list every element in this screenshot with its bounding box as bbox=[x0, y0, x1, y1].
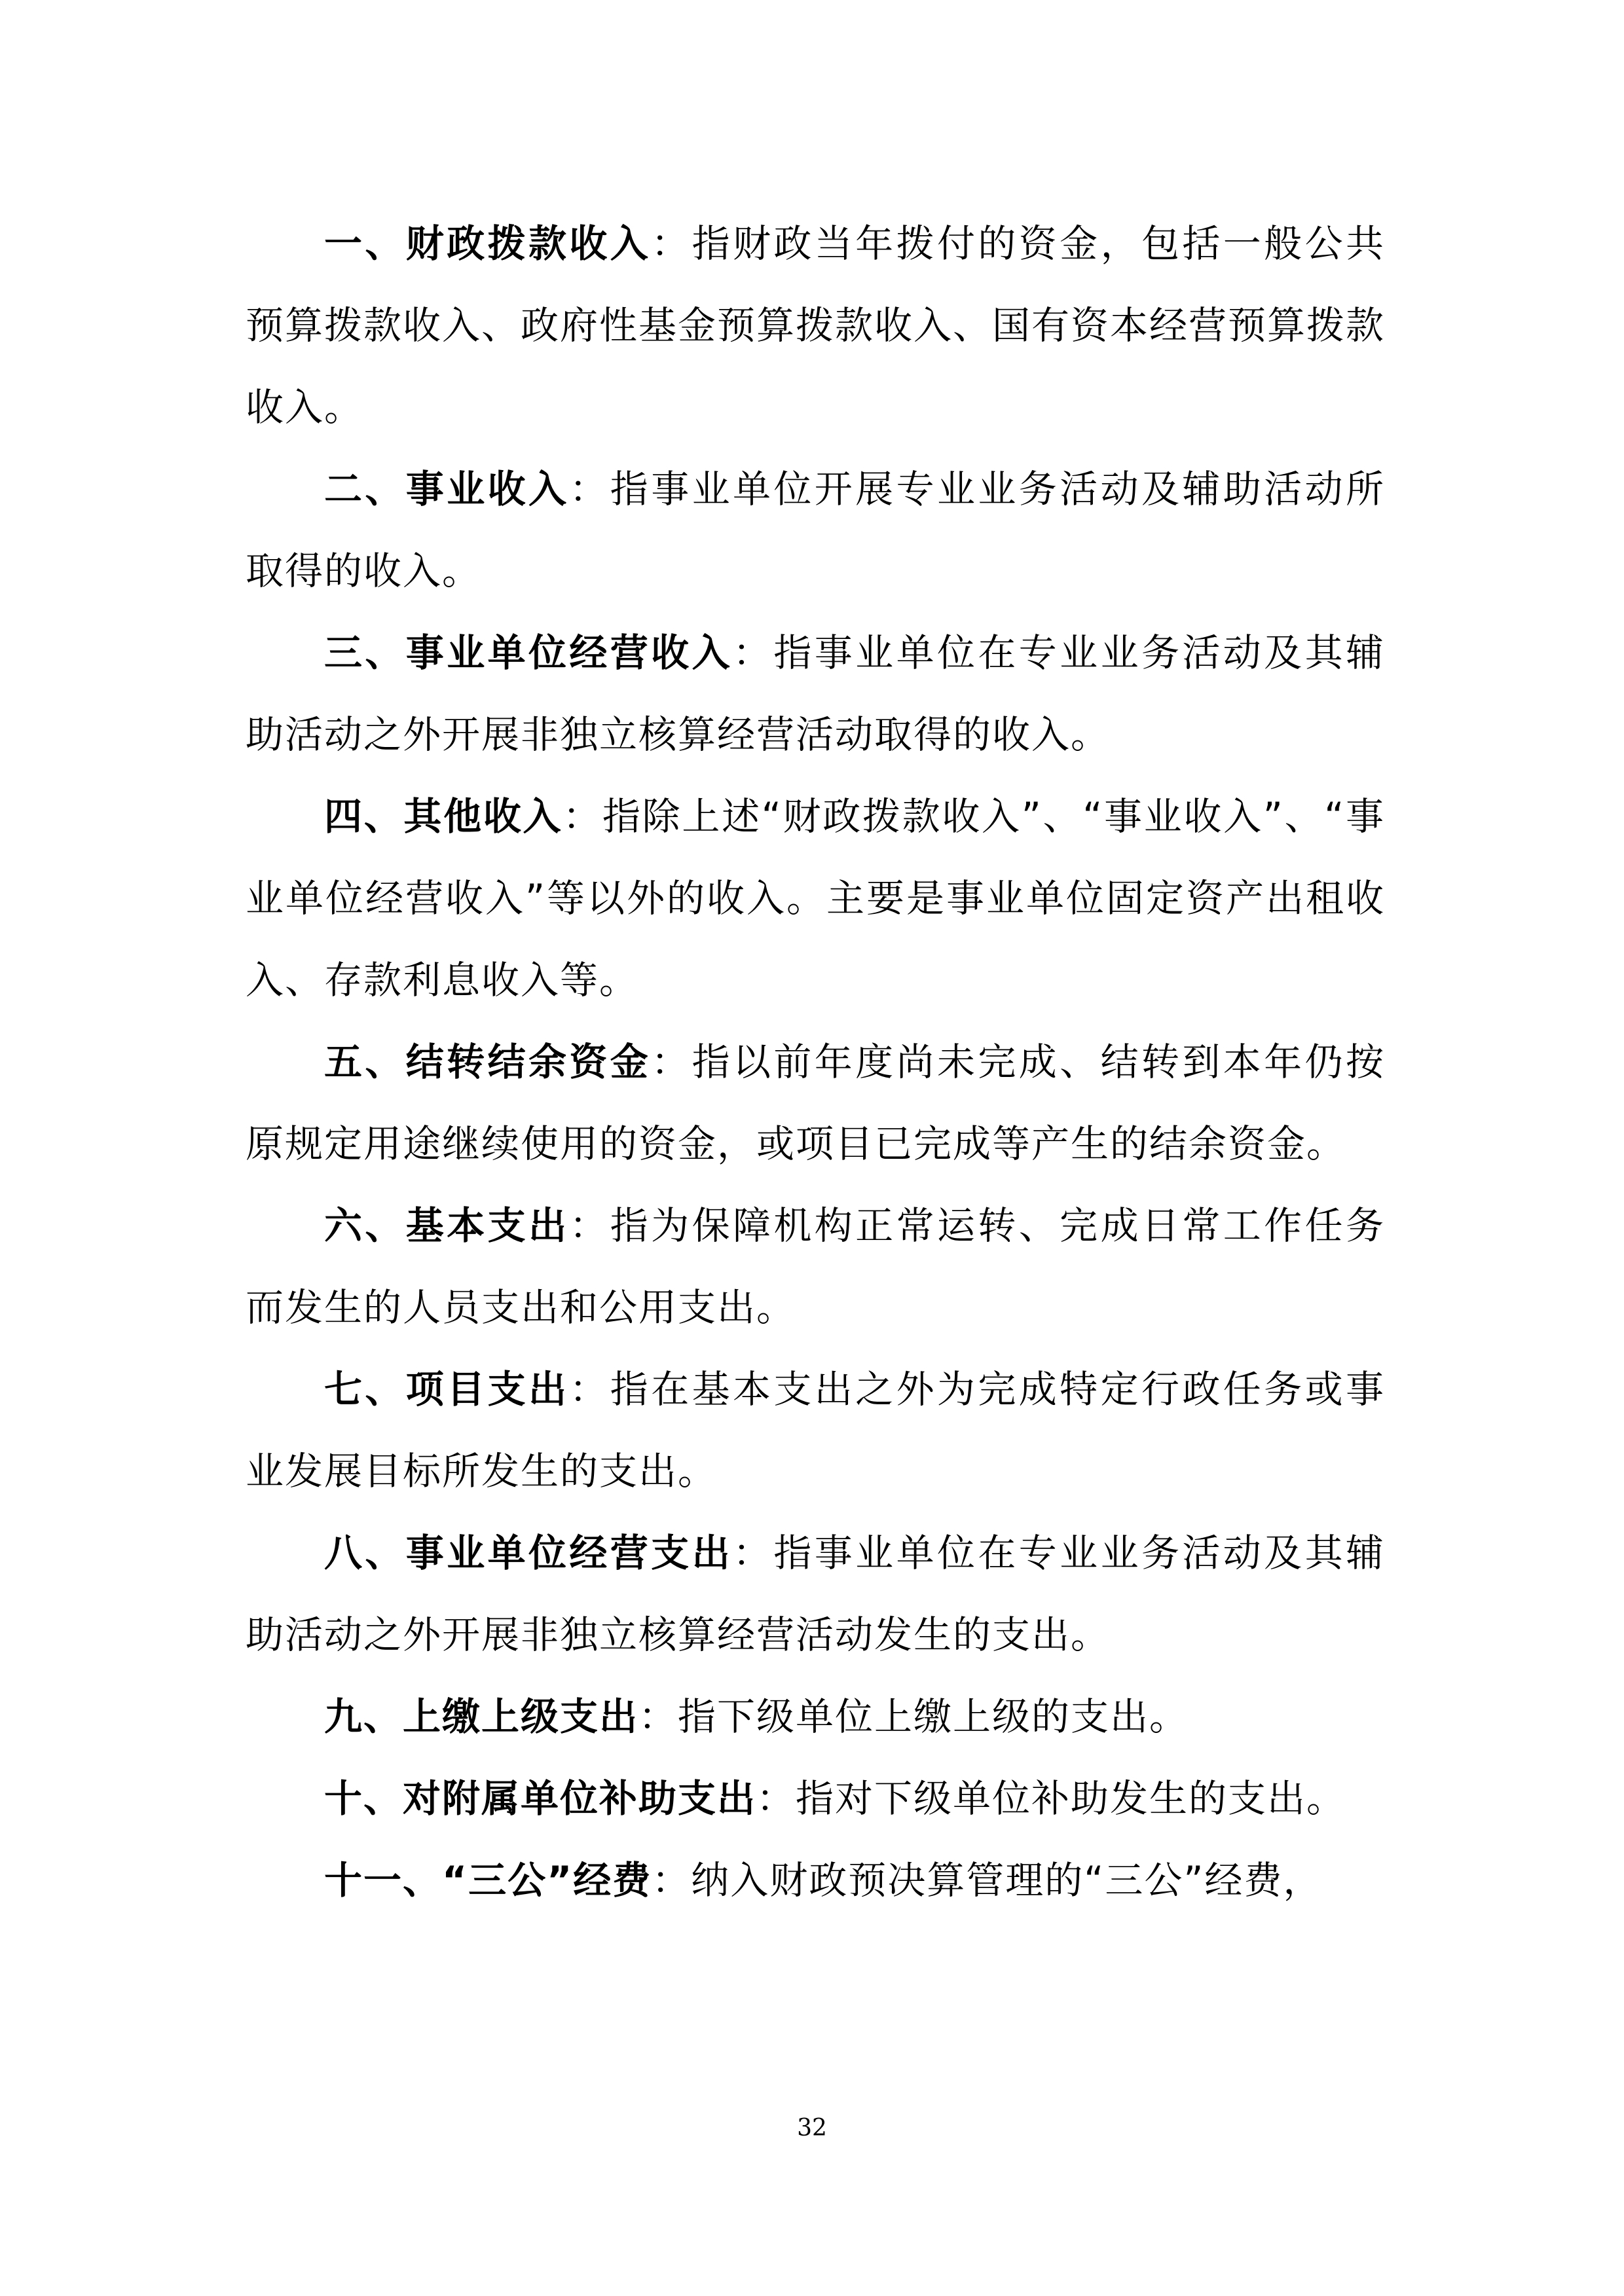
definition-separator: ： bbox=[638, 1694, 678, 1739]
definition-term: 二、事业收入 bbox=[324, 467, 570, 511]
definition-separator: ： bbox=[756, 1776, 796, 1821]
definition-item bbox=[246, 1512, 1385, 1676]
definition-separator: ： bbox=[569, 467, 610, 511]
definition-separator: ： bbox=[651, 221, 692, 266]
definition-text: 指以前年度尚未完成、结转到本年仍按原规定用途继续使用的资金，或项目已完成等产生的结余资金。 bbox=[246, 1040, 1385, 1166]
definition-separator: ： bbox=[563, 794, 602, 839]
definition-separator: ： bbox=[732, 1531, 774, 1575]
definition-separator: ： bbox=[569, 1203, 610, 1248]
definition-separator: ： bbox=[652, 1858, 692, 1903]
definition-text: 指对下级单位补助发生的支出。 bbox=[796, 1776, 1346, 1821]
definition-term: 五、结转结余资金 bbox=[324, 1040, 652, 1084]
definition-term: 七、项目支出 bbox=[324, 1367, 570, 1412]
definition-text: 指事业单位在专业业务活动及其辅助活动之外开展非独立核算经营活动取得的收入。 bbox=[246, 630, 1385, 757]
definition-item bbox=[246, 448, 1385, 612]
definition-text: 指事业单位开展专业业务活动及辅助活动所取得的收入。 bbox=[246, 467, 1385, 593]
definition-text: 纳入财政预决算管理的“三公”经费， bbox=[691, 1858, 1323, 1903]
definitions-list bbox=[246, 203, 1385, 1922]
definition-term: 四、其他收入 bbox=[324, 794, 563, 839]
definition-item bbox=[246, 1758, 1385, 1840]
definition-term: 十、对附属单位补助支出 bbox=[324, 1776, 757, 1821]
definition-separator: ： bbox=[569, 1367, 610, 1412]
definition-item bbox=[246, 1185, 1385, 1349]
definition-item bbox=[246, 1021, 1385, 1185]
page-number: 32 bbox=[797, 2115, 827, 2141]
definition-item bbox=[246, 1840, 1385, 1922]
definition-text: 指为保障机构正常运转、完成日常工作任务而发生的人员支出和公用支出。 bbox=[246, 1203, 1385, 1330]
definition-item bbox=[246, 612, 1385, 776]
definition-term: 九、上缴上级支出 bbox=[324, 1694, 639, 1739]
definition-term: 八、事业单位经营支出 bbox=[324, 1531, 733, 1575]
definition-text: 指事业单位在专业业务活动及其辅助活动之外开展非独立核算经营活动发生的支出。 bbox=[246, 1531, 1385, 1657]
definition-item bbox=[246, 776, 1385, 1021]
definition-separator: ： bbox=[651, 1040, 692, 1084]
definition-text: 指除上述“财政拨款收入”、“事业收入”、“事业单位经营收入”等以外的收入。主要是事业单位固定资产出租收入、存款利息收入等。 bbox=[246, 794, 1385, 1002]
definition-text: 指在基本支出之外为完成特定行政任务或事业发展目标所发生的支出。 bbox=[246, 1367, 1385, 1493]
definition-text: 指财政当年拨付的资金，包括一般公共预算拨款收入、政府性基金预算拨款收入、国有资本经营预算拨款收入。 bbox=[246, 221, 1386, 429]
definition-item bbox=[246, 203, 1385, 448]
definition-separator: ： bbox=[732, 630, 774, 675]
definition-term: 一、财政拨款收入 bbox=[324, 221, 652, 266]
definition-item bbox=[246, 1676, 1385, 1758]
definition-term: 六、基本支出 bbox=[324, 1203, 570, 1248]
definition-term: 三、事业单位经营收入 bbox=[324, 630, 733, 675]
definition-item bbox=[246, 1349, 1385, 1512]
definition-text: 指下级单位上缴上级的支出。 bbox=[678, 1694, 1189, 1739]
definition-term: 十一、“三公”经费 bbox=[324, 1858, 652, 1903]
